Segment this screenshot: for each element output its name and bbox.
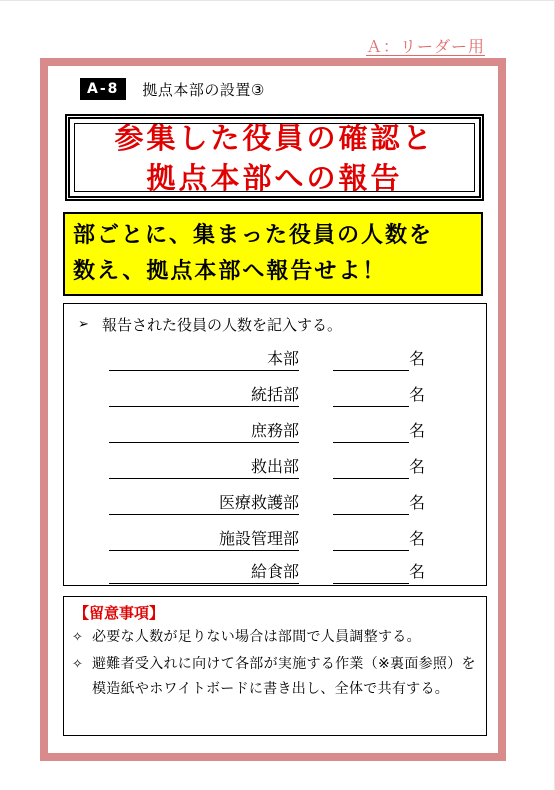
card-header <box>80 78 265 100</box>
count-blank-field[interactable] <box>333 561 409 584</box>
count-blank-field[interactable] <box>333 348 409 371</box>
form-row <box>109 456 469 480</box>
count-blank-field[interactable] <box>333 420 409 443</box>
dept-label: 統括部 <box>109 384 299 407</box>
card-header-title: 拠点本部の設置③ <box>142 80 265 99</box>
dept-label: 庶務部 <box>109 420 299 443</box>
main-title-line-2: 拠点本部への報告 <box>146 160 403 195</box>
diamond-star-icon: ✧ <box>72 657 83 672</box>
headcount-form <box>63 303 487 586</box>
unit-label: 名 <box>409 421 426 440</box>
form-row <box>109 528 469 552</box>
note-text: 必要な人数が足りない場合は部間で人員調整する。 <box>92 629 421 645</box>
role-label: Ａ：リーダー用 <box>365 37 485 56</box>
dept-label: 医療救護部 <box>109 492 299 515</box>
diamond-star-icon: ✧ <box>72 630 83 645</box>
task-card <box>40 58 506 761</box>
count-blank-field[interactable] <box>333 528 409 551</box>
unit-label: 名 <box>409 493 426 512</box>
action-line-1: 部ごとに、集まった役員の人数を <box>73 223 434 248</box>
dept-label: 給食部 <box>109 561 299 584</box>
dept-label: 施設管理部 <box>109 528 299 551</box>
main-title-line-1: 参集した役員の確認と <box>114 120 435 155</box>
count-blank-field[interactable] <box>333 456 409 479</box>
action-instruction-box <box>63 212 483 296</box>
form-instruction <box>78 314 342 335</box>
card-id-badge: A-8 <box>80 78 126 100</box>
form-row <box>109 561 469 585</box>
notes-box <box>63 596 487 736</box>
form-row <box>109 348 469 372</box>
note-item <box>72 625 478 650</box>
unit-label: 名 <box>409 562 426 581</box>
arrowhead-bullet-icon: ➢ <box>78 317 89 332</box>
action-line-2: 数え、拠点本部へ報告せよ！ <box>73 259 387 284</box>
note-item <box>72 652 478 702</box>
note-text: 避難者受入れに向けて各部が実施する作業（※裏面参照）を模造紙やホワイトボードに書き出し、全体で共有する。 <box>92 656 476 697</box>
dept-label: 本部 <box>109 348 299 371</box>
form-row <box>109 384 469 408</box>
form-row <box>109 420 469 444</box>
unit-label: 名 <box>409 529 426 548</box>
form-instruction-text: 報告された役員の人数を記入する。 <box>102 316 343 334</box>
unit-label: 名 <box>409 457 426 476</box>
unit-label: 名 <box>409 349 426 368</box>
page-top-rule <box>0 0 555 1</box>
unit-label: 名 <box>409 385 426 404</box>
dept-label: 救出部 <box>109 456 299 479</box>
notes-title: 【留意事項】 <box>74 604 165 622</box>
main-title-box <box>65 114 484 201</box>
count-blank-field[interactable] <box>333 384 409 407</box>
form-row <box>109 492 469 516</box>
count-blank-field[interactable] <box>333 492 409 515</box>
